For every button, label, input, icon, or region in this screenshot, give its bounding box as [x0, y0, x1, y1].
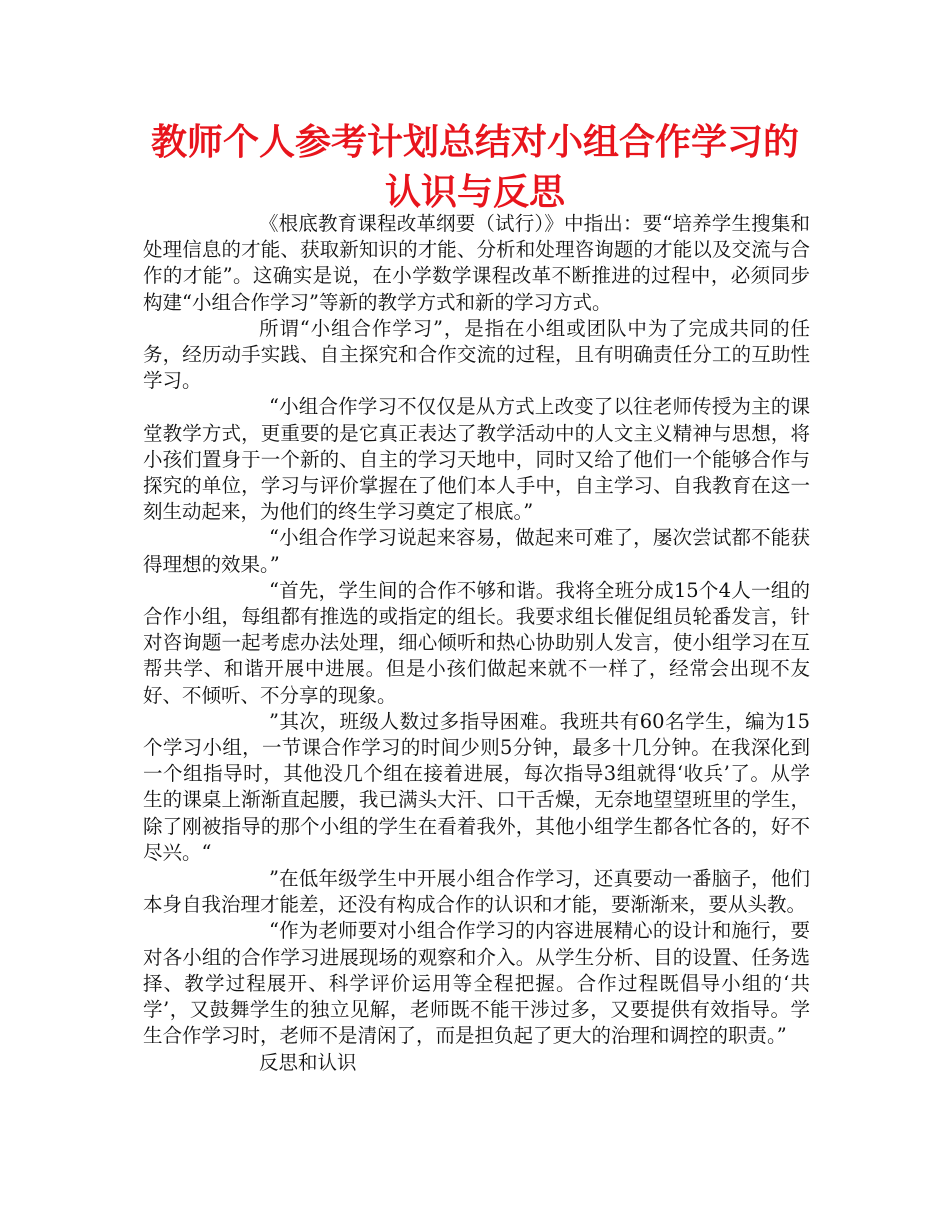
paragraph-3: “小组合作学习不仅仅是从方式上改变了以往老师传授为主的课堂教学方式，更重要的是它真正表达了教学活动中的人文主义精神与思想，将小孩们置身于一个新的、自主的学习天地中，同时又给了他们一个能够合作与探究的单位，学习与评价掌握在了他们本人手中，自主学习、自我教育在这一刻生动起来，为他们的终生学习奠定了根底。” — [143, 395, 810, 524]
paragraph-1: 《根底教育课程改革纲要（试行）》中指出：要“培养学生搜集和处理信息的才能、获取新知识的才能、分析和处理咨询题的才能以及交流与合作的才能”。这确实是说，在小学数学课程改革不断推进的过程中，必须同步构建“小组合作学习”等新的教学方式和新的学习方式。 — [143, 212, 810, 314]
paragraph-8: “作为老师要对小组合作学习的内容进展精心的设计和施行，要对各小组的合作学习进展现场的观察和介入。从学生分析、目的设置、任务选择、教学过程展开、科学评价运用等全程把握。合作过程既倡导小组的‘共学’，又鼓舞学生的独立见解，老师既不能干涉过多，又要提供有效指导。学生合作学习时，老师不是清闲了，而是担负起了更大的治理和调控的职责。” — [143, 919, 810, 1048]
document-body — [143, 211, 810, 1076]
document-title: 教师个人参考计划总结对小组合作学习的认识与反思 — [150, 122, 799, 213]
paragraph-9-heading: 反思和认识 — [259, 1050, 357, 1074]
paragraph-6: ”其次，班级人数过多指导困难。我班共有60名学生，编为15个学习小组，一节课合作学习的时间少则5分钟，最多十几分钟。在我深化到一个组指导时，其他没几个组在接着进展，每次指导3组就得‘收兵’了。从学生的课桌上渐渐直起腰，我已满头大汗、口干舌燥，无奈地望望班里的学生，除了刚被指导的那个小组的学生在看着我外，其他小组学生都各忙各的，好不尽兴。“ — [143, 709, 810, 864]
paragraph-4: “小组合作学习说起来容易，做起来可难了，屡次尝试都不能获得理想的效果。” — [143, 526, 810, 576]
paragraph-7: ”在低年级学生中开展小组合作学习，还真要动一番脑子，他们本身自我治理才能差，还没有构成合作的认识和才能，要渐渐来，要从头教。 — [143, 867, 810, 917]
paragraph-2: 所谓“小组合作学习”，是指在小组或团队中为了完成共同的任务，经历动手实践、自主探究和合作交流的过程，且有明确责任分工的互助性学习。 — [143, 316, 810, 393]
paragraph-5: “首先，学生间的合作不够和谐。我将全班分成15个4人一组的合作小组，每组都有推选的或指定的组长。我要求组长催促组员轮番发言，针对咨询题一起考虑办法处理，细心倾听和热心协助别人发言，使小组学习在互帮共学、和谐开展中进展。但是小孩们做起来就不一样了，经常会出现不友好、不倾听、不分享的现象。 — [143, 578, 810, 707]
